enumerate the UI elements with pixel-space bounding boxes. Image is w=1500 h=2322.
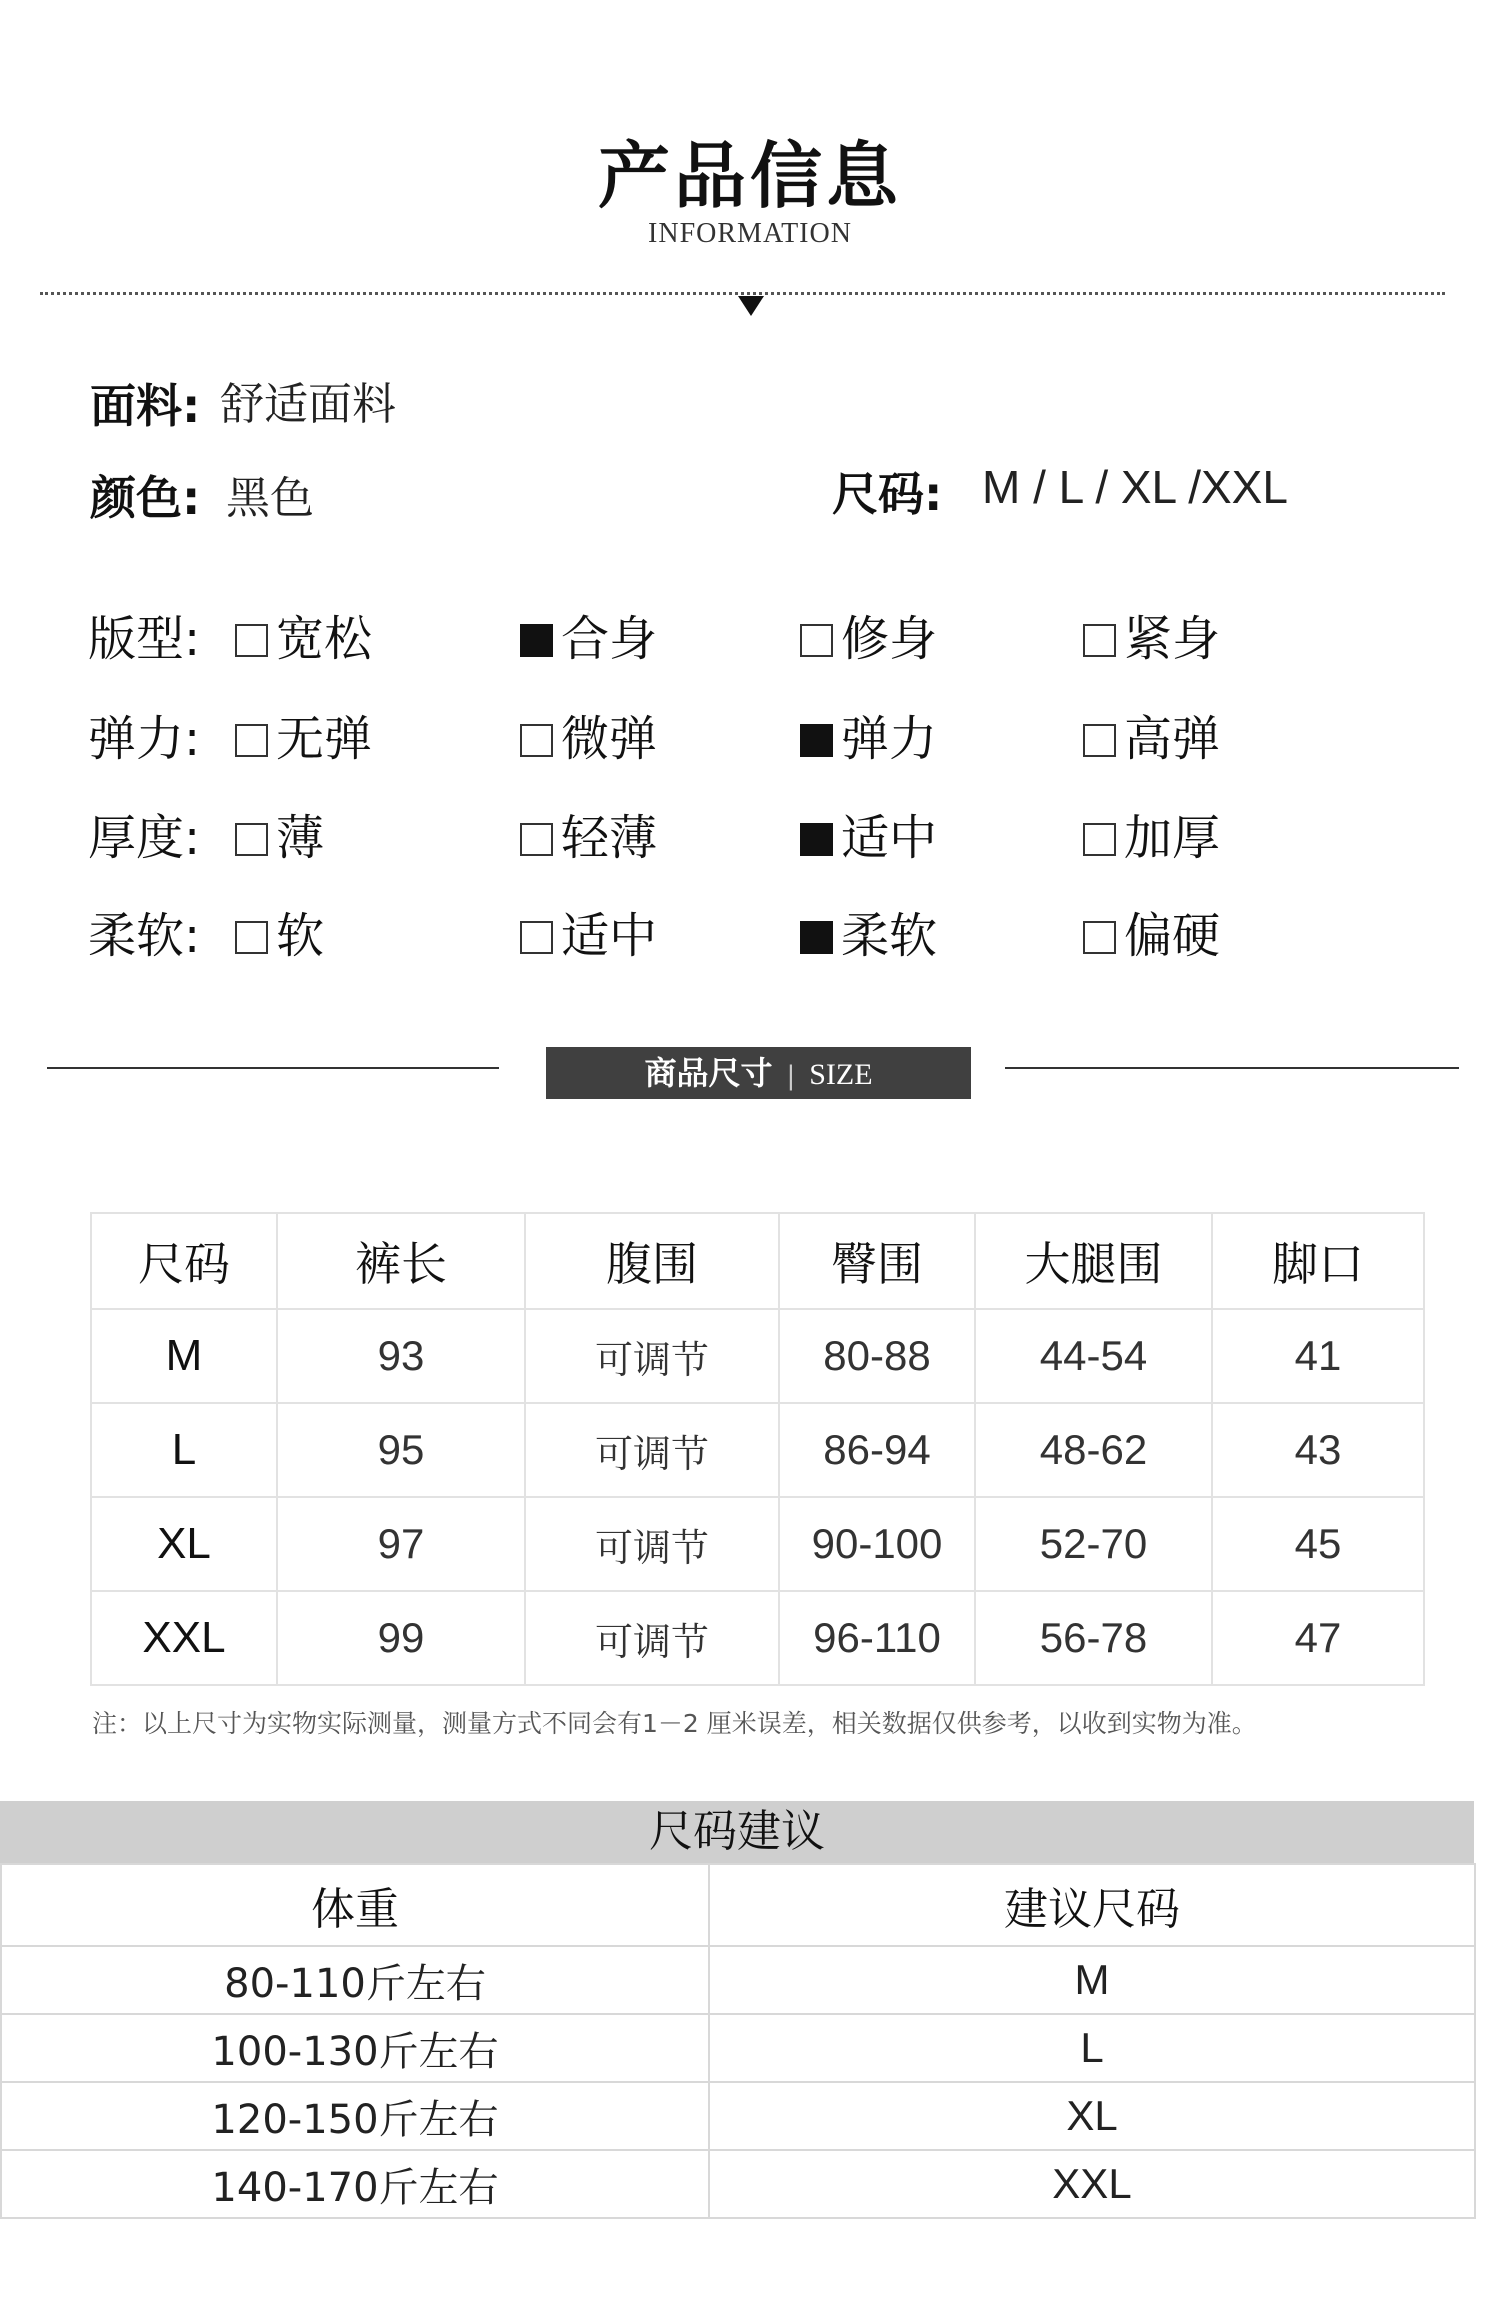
column-header: 腹围 — [525, 1213, 779, 1309]
attr-label-fit: 版型: — [88, 611, 201, 667]
table-cell: 80-110斤左右 — [1, 1946, 709, 2014]
table-row — [1, 2014, 1475, 2082]
dotted-divider — [40, 292, 1445, 295]
table-cell: 97 — [277, 1497, 525, 1591]
table-cell: 可调节 — [525, 1497, 779, 1591]
fabric-label: 面料: — [90, 379, 201, 433]
section-divider-right — [1005, 1067, 1459, 1069]
table-cell: 41 — [1212, 1309, 1424, 1403]
column-header: 大腿围 — [975, 1213, 1212, 1309]
measurement-note: 注：以上尺寸为实物实际测量，测量方式不同会有1－2 厘米误差，相关数据仅供参考，以收到实物为准。 — [92, 1709, 1257, 1738]
table-header-row — [1, 1864, 1475, 1946]
checkbox-icon — [235, 823, 268, 856]
attr-option[interactable]: 薄 — [235, 799, 324, 868]
table-cell: XL — [91, 1497, 277, 1591]
column-header: 尺码 — [91, 1213, 277, 1309]
table-cell: 可调节 — [525, 1309, 779, 1403]
table-cell: 86-94 — [779, 1403, 975, 1497]
attr-option[interactable]: 弹力 — [800, 700, 937, 769]
table-row — [1, 1946, 1475, 2014]
table-cell: 43 — [1212, 1403, 1424, 1497]
column-header: 建议尺码 — [709, 1864, 1475, 1946]
checkbox-icon — [800, 823, 833, 856]
attr-label-thickness: 厚度: — [88, 810, 201, 866]
table-cell: 56-78 — [975, 1591, 1212, 1685]
table-cell: L — [91, 1403, 277, 1497]
checkbox-icon — [800, 921, 833, 954]
table-cell: XXL — [709, 2150, 1475, 2218]
size-table — [90, 1212, 1425, 1686]
table-cell: 140-170斤左右 — [1, 2150, 709, 2218]
attr-option[interactable]: 柔软 — [800, 897, 937, 966]
table-row — [91, 1497, 1424, 1591]
fabric-value: 舒适面料 — [220, 379, 396, 430]
section-header-size: 商品尺寸 | SIZE — [546, 1047, 971, 1099]
checkbox-icon — [800, 724, 833, 757]
checkbox-icon — [235, 724, 268, 757]
column-header: 体重 — [1, 1864, 709, 1946]
attr-option[interactable]: 高弹 — [1083, 700, 1220, 769]
table-cell: 可调节 — [525, 1591, 779, 1685]
attr-option[interactable]: 微弹 — [520, 700, 657, 769]
table-cell: 100-130斤左右 — [1, 2014, 709, 2082]
column-header: 臀围 — [779, 1213, 975, 1309]
table-row — [91, 1403, 1424, 1497]
table-cell: 可调节 — [525, 1403, 779, 1497]
table-cell: 48-62 — [975, 1403, 1212, 1497]
attr-label-elasticity: 弹力: — [88, 711, 201, 767]
attr-option[interactable]: 宽松 — [235, 600, 372, 669]
recommendation-table — [0, 1863, 1476, 2219]
table-row — [91, 1309, 1424, 1403]
checkbox-icon — [235, 624, 268, 657]
checkbox-icon — [800, 624, 833, 657]
checkbox-icon — [1083, 921, 1116, 954]
checkbox-icon — [1083, 823, 1116, 856]
table-cell: 93 — [277, 1309, 525, 1403]
table-cell: 90-100 — [779, 1497, 975, 1591]
section-divider-left — [47, 1067, 499, 1069]
checkbox-icon — [520, 921, 553, 954]
table-cell: XL — [709, 2082, 1475, 2150]
color-value: 黑色 — [226, 473, 314, 524]
checkbox-icon — [235, 921, 268, 954]
checkbox-icon — [1083, 624, 1116, 657]
attr-option[interactable]: 无弹 — [235, 700, 372, 769]
down-arrow-icon — [738, 296, 764, 316]
checkbox-icon — [520, 823, 553, 856]
attr-option[interactable]: 轻薄 — [520, 799, 657, 868]
table-cell: M — [709, 1946, 1475, 2014]
attr-label-softness: 柔软: — [88, 908, 201, 964]
table-cell: 96-110 — [779, 1591, 975, 1685]
table-cell: 52-70 — [975, 1497, 1212, 1591]
table-row — [91, 1591, 1424, 1685]
table-cell: 99 — [277, 1591, 525, 1685]
table-header-row — [91, 1213, 1424, 1309]
page-title: 产品信息 — [597, 134, 902, 218]
checkbox-icon — [520, 724, 553, 757]
size-label: 尺码: — [832, 467, 943, 521]
attr-option[interactable]: 偏硬 — [1083, 897, 1220, 966]
attr-option[interactable]: 适中 — [800, 799, 937, 868]
table-row — [1, 2150, 1475, 2218]
attr-option[interactable]: 紧身 — [1083, 600, 1220, 669]
table-cell: 80-88 — [779, 1309, 975, 1403]
page-subtitle: INFORMATION — [648, 218, 852, 249]
attr-option[interactable]: 加厚 — [1083, 799, 1220, 868]
checkbox-icon — [520, 624, 553, 657]
table-cell: XXL — [91, 1591, 277, 1685]
table-row — [1, 2082, 1475, 2150]
column-header: 脚口 — [1212, 1213, 1424, 1309]
attr-option[interactable]: 软 — [235, 897, 324, 966]
recommendation-title: 尺码建议 — [0, 1801, 1474, 1863]
table-cell: L — [709, 2014, 1475, 2082]
attr-option[interactable]: 适中 — [520, 897, 657, 966]
table-cell: 120-150斤左右 — [1, 2082, 709, 2150]
table-cell: 44-54 — [975, 1309, 1212, 1403]
color-label: 颜色: — [90, 471, 201, 525]
attr-option[interactable]: 合身 — [520, 600, 657, 669]
size-value: M / L / XL /XXL — [982, 461, 1288, 513]
checkbox-icon — [1083, 724, 1116, 757]
column-header: 裤长 — [277, 1213, 525, 1309]
table-cell: 95 — [277, 1403, 525, 1497]
table-cell: 47 — [1212, 1591, 1424, 1685]
table-cell: 45 — [1212, 1497, 1424, 1591]
attr-option[interactable]: 修身 — [800, 600, 937, 669]
table-cell: M — [91, 1309, 277, 1403]
